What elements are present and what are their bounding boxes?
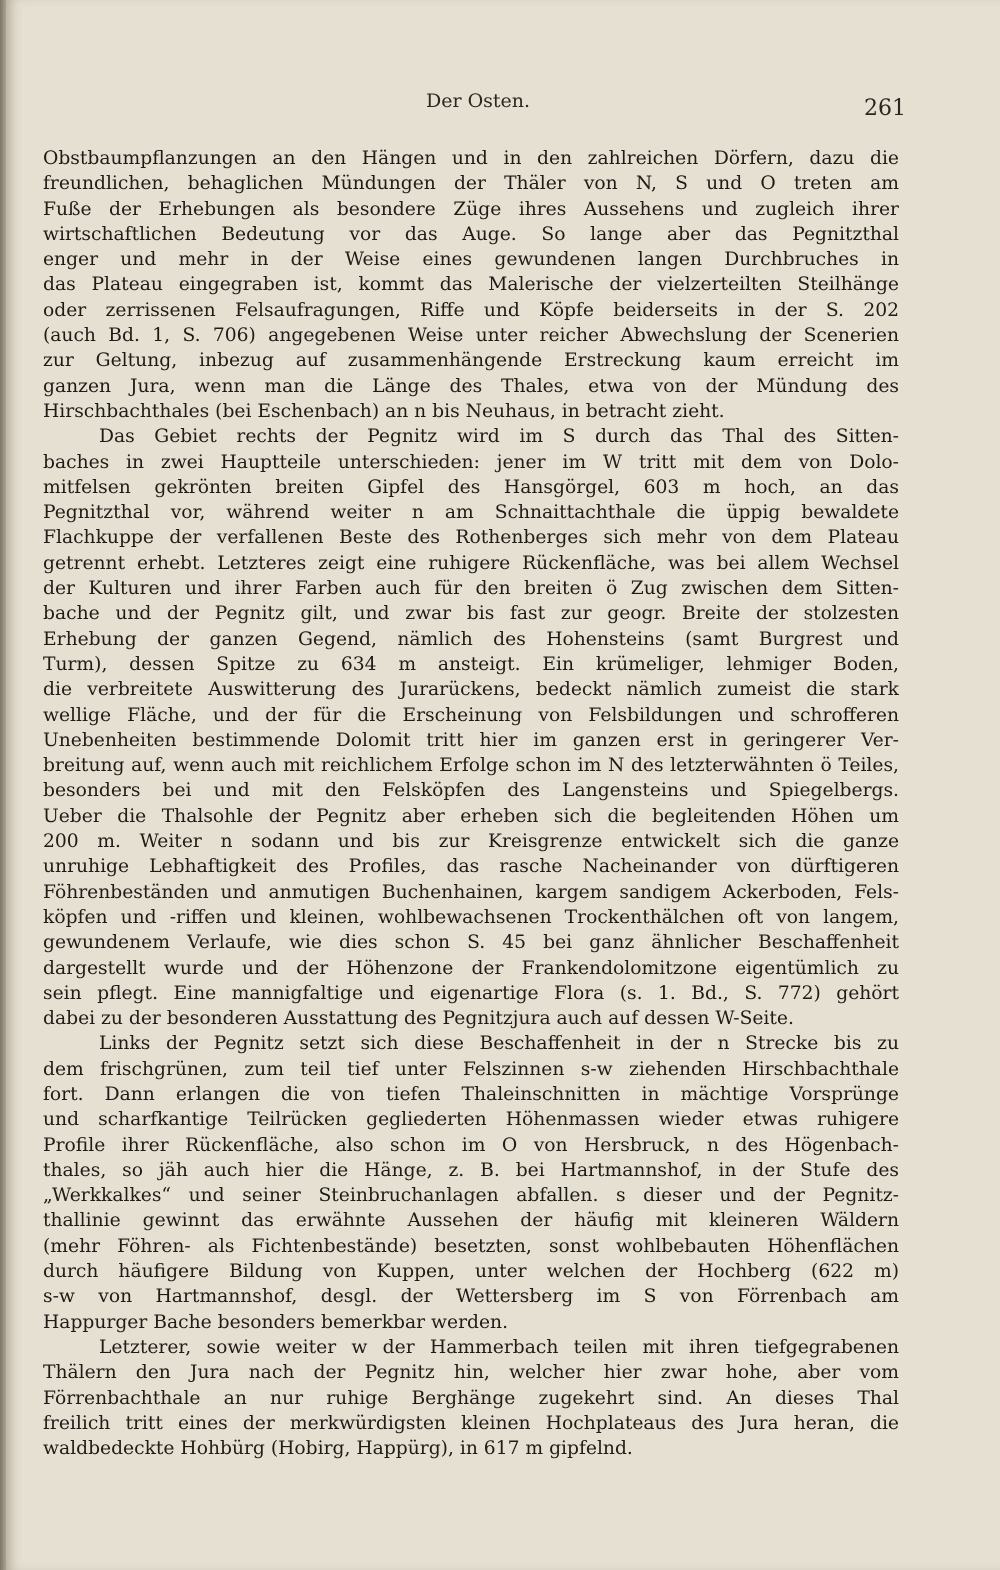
text-line: freundlichen, behaglichen Mündungen der Thäler von N, S und O treten am: [43, 173, 899, 195]
running-title: Der Osten.: [426, 90, 531, 112]
text-line: unruhige Lebhaftigkeit des Profiles, das rasche Nacheinander von dürftigeren: [43, 856, 899, 878]
text-line: dabei zu der besonderen Ausstattung des Pegnitzjura auch auf dessen W-Seite.: [43, 1008, 794, 1030]
text-line: dargestellt wurde und der Höhenzone der Frankendolomitzone eigentümlich zu: [43, 957, 899, 979]
body-text: [43, 146, 899, 1461]
text-line: der Kulturen und ihrer Farben auch für den breiten ö Zug zwischen dem Sitten-: [43, 578, 899, 600]
text-line: durch häufigere Bildung von Kuppen, unter welchen der Hochberg (622 m): [43, 1261, 899, 1283]
text-line: und scharfkantige Teilrücken gegliederten Höhenmassen wieder etwas ruhigere: [43, 1109, 899, 1131]
paragraph: [43, 1031, 899, 1335]
page-number: 261: [864, 96, 906, 121]
text-line: Letzterer, sowie weiter w der Hammerbach teilen mit ihren tiefgegrabenen: [99, 1336, 899, 1358]
text-line: oder zerrissenen Felsaufragungen, Riffe und Köpfe beiderseits in der S. 202: [43, 299, 899, 321]
text-line: besonders bei und mit den Felsköpfen des Langensteins und Spiegelbergs.: [43, 780, 899, 802]
text-line: Das Gebiet rechts der Pegnitz wird im S durch das Thal des Sitten-: [99, 426, 899, 448]
text-line: enger und mehr in der Weise eines gewundenen langen Durchbruches in: [43, 249, 899, 271]
text-line: baches in zwei Hauptteile unterschieden: jener im W tritt mit dem von Dolo-: [43, 451, 899, 473]
text-line: das Plateau eingegraben ist, kommt das Malerische der vielzerteilten Steilhänge: [43, 274, 899, 296]
text-line: bache und der Pegnitz gilt, und zwar bis fast zur geogr. Breite der stolzesten: [43, 603, 899, 625]
text-line: „Werkkalkes“ und seiner Steinbruchanlagen abfallen. s dieser und der Pegnitz-: [43, 1185, 899, 1207]
text-line: Profile ihrer Rückenfläche, also schon im O von Hersbruck, n des Högenbach-: [43, 1134, 899, 1156]
text-line: Fuße der Erhebungen als besondere Züge ihres Aussehens und zugleich ihrer: [43, 198, 899, 220]
text-line: Flachkuppe der verfallenen Beste des Rothenberges sich mehr von dem Plateau: [43, 527, 899, 549]
text-line: Obstbaumpflanzungen an den Hängen und in den zahlreichen Dörfern, dazu die: [43, 148, 899, 169]
text-line: Happurger Bache besonders bemerkbar werden.: [43, 1311, 509, 1333]
text-line: köpfen und -riffen und kleinen, wohlbewachsenen Trockenthälchen oft von langem,: [43, 906, 899, 928]
text-line: Thälern den Jura nach der Pegnitz hin, welcher hier zwar hohe, aber vom: [43, 1362, 899, 1384]
paragraph: [43, 424, 899, 1031]
text-line: mitfelsen gekrönten breiten Gipfel des Hansgörgel, 603 m hoch, an das: [43, 476, 899, 498]
text-line: wirtschaftlichen Bedeutung vor das Auge. So lange aber das Pegnitzthal: [43, 223, 899, 245]
text-line: wellige Fläche, und der für die Erscheinung von Felsbildungen und schrofferen: [43, 704, 899, 726]
text-line: Turm), dessen Spitze zu 634 m ansteigt. Ein krümeliger, lehmiger Boden,: [43, 653, 899, 675]
text-line: waldbedeckte Hohbürg (Hobirg, Happürg), in 617 m gipfelnd.: [43, 1438, 633, 1460]
text-line: thales, so jäh auch hier die Hänge, z. B. bei Hartmannshof, in der Stufe des: [43, 1159, 899, 1181]
paragraph: [43, 1335, 899, 1461]
text-line: Erhebung der ganzen Gegend, nämlich des Hohensteins (samt Burgrest und: [43, 628, 899, 650]
text-line: Ueber die Thalsohle der Pegnitz aber erheben sich die begleitenden Höhen um: [43, 805, 899, 827]
text-line: Förrenbachthale an nur ruhige Berghänge zugekehrt sind. An dieses Thal: [43, 1387, 899, 1409]
text-line: Hirschbachthales (bei Eschenbach) an n bis Neuhaus, in betracht zieht.: [43, 400, 725, 422]
text-line: freilich tritt eines der merkwürdigsten kleinen Hochplateaus des Jura heran, die: [43, 1412, 899, 1434]
text-line: s-w von Hartmannshof, desgl. der Wettersberg im S von Förrenbach am: [43, 1286, 899, 1308]
text-line: gewundenem Verlaufe, wie dies schon S. 45 bei ganz ähnlicher Beschaffenheit: [43, 932, 899, 954]
text-line: thallinie gewinnt das erwähnte Aussehen der häufig mit kleineren Wäldern: [43, 1210, 899, 1232]
text-line: (auch Bd. 1, S. 706) angegebenen Weise unter reicher Abwechslung der Scenerien: [43, 325, 899, 347]
text-line: zur Geltung, inbezug auf zusammenhängende Erstreckung kaum erreicht im: [43, 350, 899, 372]
text-line: Föhrenbeständen und anmutigen Buchenhainen, kargem sandigem Ackerboden, Fels-: [43, 881, 899, 903]
text-line: Pegnitzthal vor, während weiter n am Schnaittachthale die üppig bewaldete: [43, 502, 899, 524]
text-line: breitung auf, wenn auch mit reichlichem Erfolge schon im N des letzterwähnten ö Teiles,: [43, 755, 899, 777]
text-line: dem frischgrünen, zum teil tief unter Felszinnen s-w ziehenden Hirschbachthale: [43, 1058, 899, 1080]
text-line: sein pflegt. Eine mannigfaltige und eigenartige Flora (s. 1. Bd., S. 772) gehört: [43, 982, 899, 1004]
text-line: Unebenheiten bestimmende Dolomit tritt hier im ganzen erst in geringerer Ver-: [43, 729, 899, 751]
text-line: getrennt erhebt. Letzteres zeigt eine ruhigere Rückenfläche, was bei allem Wechsel: [43, 552, 899, 574]
text-line: ganzen Jura, wenn man die Länge des Thales, etwa von der Mündung des: [43, 375, 899, 397]
text-line: 200 m. Weiter n sodann und bis zur Kreisgrenze entwickelt sich die ganze: [43, 831, 899, 853]
text-line: Links der Pegnitz setzt sich diese Beschaffenheit in der n Strecke bis zu: [99, 1033, 899, 1055]
text-line: die verbreitete Auswitterung des Jurarückens, bedeckt nämlich zumeist die stark: [43, 679, 899, 701]
text-line: (mehr Föhren- als Fichtenbestände) besetzten, sonst wohlbebauten Höhenflächen: [43, 1235, 899, 1257]
book-page: [6, 0, 1000, 1570]
text-line: fort. Dann erlangen die von tiefen Thaleinschnitten in mächtige Vorsprünge: [43, 1083, 899, 1105]
paragraph: [43, 146, 899, 424]
